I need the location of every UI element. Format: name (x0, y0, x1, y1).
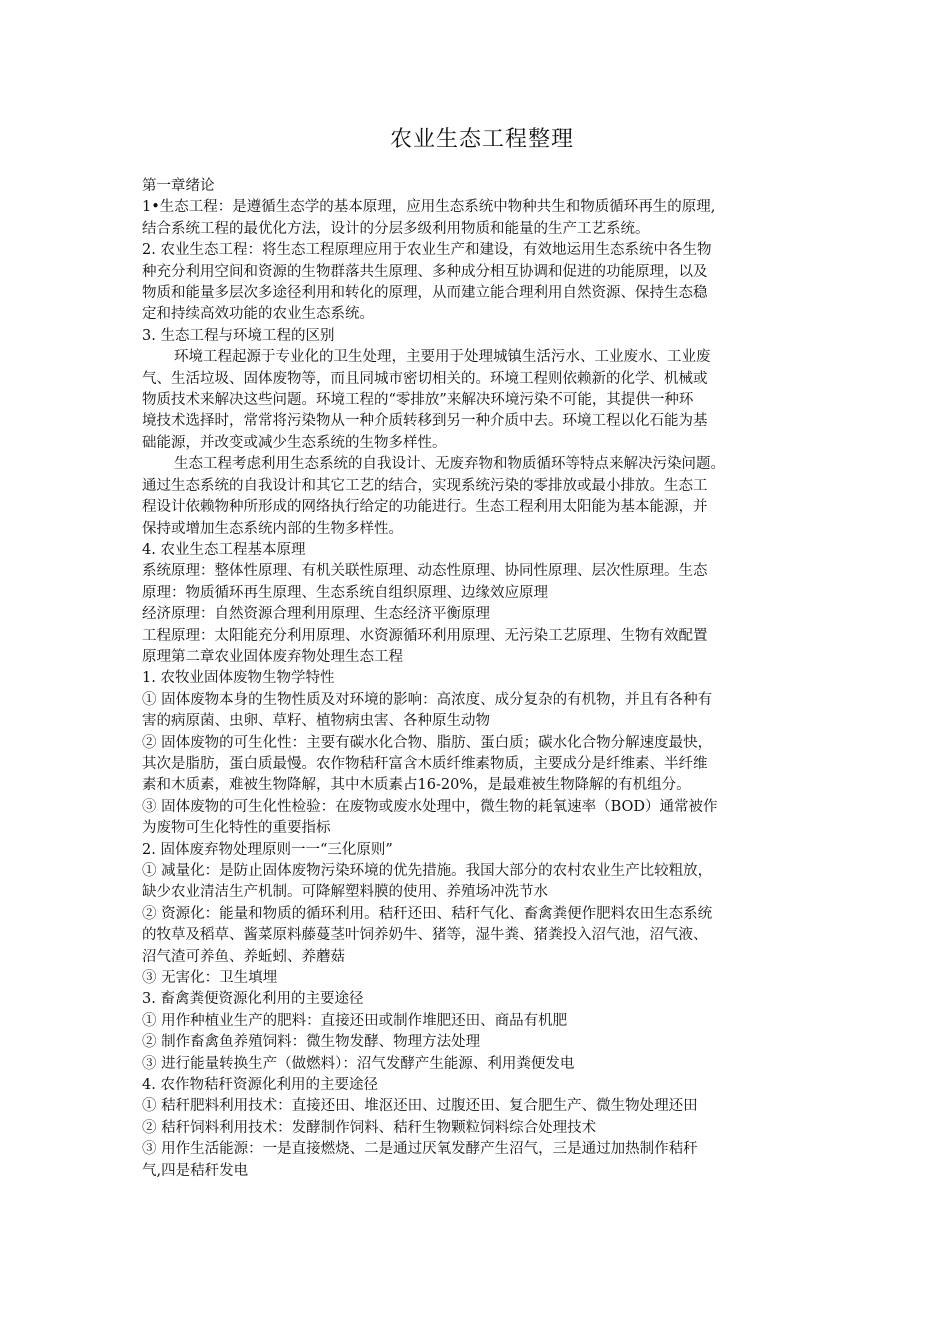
text-line: 经济原理：自然资源合理利用原理、生态经济平衡原理 (142, 606, 490, 623)
text-line: 系统原理：整体性原理、有机关联性原理、动态性原理、协同性原理、层次性原理。生态 (142, 563, 708, 580)
text-line: 3. 畜禽粪便资源化利用的主要途径 (142, 991, 364, 1008)
text-line: 础能源，并改变或减少生态系统的生物多样性。 (142, 434, 447, 451)
text-line: ① 秸秆肥料利用技术：直接还田、堆沤还田、过腹还田、复合肥生产、微生物处理还田 (142, 1098, 698, 1115)
text-line: 环境工程起源于专业化的卫生处理，主要用于处理城镇生活污水、工业废水、工业废 (174, 349, 711, 366)
text-line: 沼气渣可养鱼、养蚯蚓、养蘑菇 (142, 948, 345, 965)
text-line: 4. 农业生态工程基本原理 (142, 541, 306, 558)
text-line: ② 制作畜禽鱼养殖饲料：微生物发酵、物理方法处理 (142, 1034, 481, 1051)
text-line: ③ 进行能量转换生产（做燃料）：沼气发酵产生能源、利用粪便发电 (142, 1055, 575, 1072)
text-line: ③ 无害化：卫生填埋 (142, 970, 278, 987)
text-line: 素和木质素，难被生物降解，其中木质素占16-20%，是最难被生物降解的有机组分。 (142, 777, 691, 794)
text-line: 4. 农作物秸秆资源化利用的主要途径 (142, 1077, 378, 1094)
text-line: 1•生态工程：是遵循生态学的基本原理，应用生态系统中物种共生和物质循环再生的原理, (142, 199, 716, 216)
text-line: 生态工程考虑利用生态系统的自我设计、无废弃物和物质循环等特点来解决污染问题。 (174, 456, 725, 473)
document-page (142, 124, 822, 1182)
document-title: 农业生态工程整理 (389, 127, 574, 152)
text-line: 结合系统工程的最优化方法，设计的分层多级利用物质和能量的生产工艺系统。 (142, 220, 650, 237)
text-line: ① 用作种植业生产的肥料：直接还田或制作堆肥还田、商品有机肥 (142, 1012, 568, 1029)
text-line: 气、生活垃圾、固体废物等，而且同城市密切相关的。环境工程则依赖新的化学、机械或 (142, 370, 708, 387)
text-line: ① 固体废物本身的生物性质及对环境的影响：高浓度、成分复杂的有机物，并且有各种有 (142, 691, 713, 708)
text-line: 3. 生态工程与环境工程的区别 (142, 327, 335, 344)
text-line: ② 秸秆饲料利用技术：发酵制作饲料、秸秆生物颗粒饲料综合处理技术 (142, 1119, 597, 1136)
text-line: 通过生态系统的自我设计和其它工艺的结合，实现系统污染的零排放或最小排放。生态工 (142, 477, 708, 494)
text-line: ① 减量化：是防止固体废物污染环境的优先措施。我国大部分的农村农业生产比较粗放， (142, 863, 713, 879)
text-line: ③ 固体废物的可生化性检验：在废物或废水处理中，微生物的耗氧速率（BOD）通常被作 (142, 798, 718, 815)
document-body (142, 176, 822, 1182)
text-line: 种充分利用空间和资源的生物群落共生原理、多种成分相互协调和促进的功能原理，以及 (142, 263, 708, 280)
text-line: 物质和能量多层次多途径利用和转化的原理，从而建立能合理利用自然资源、保持生态稳 (142, 285, 708, 302)
text-line: 2. 农业生态工程：将生态工程原理应用于农业生产和建设，有效地运用生态系统中各生物 (142, 242, 712, 259)
text-line: 第一章绪论 (142, 178, 215, 194)
text-line: 原理第二章农业固体废弃物处理生态工程 (142, 648, 403, 665)
text-line: 保持或增加生态系统内部的生物多样性。 (142, 520, 403, 537)
text-line: ② 资源化：能量和物质的循环利用。秸秆还田、秸秆气化、畜禽粪便作肥料农田生态系统 (142, 905, 713, 922)
text-line: 原理：物质循环再生原理、生态系统自组织原理、边缘效应原理 (142, 584, 548, 601)
text-line: 害的病原菌、虫卵、草籽、植物病虫害、各种原生动物 (142, 713, 490, 730)
text-line: 缺少农业清洁生产机制。可降解塑料膜的使用、养殖场冲洗节水 (142, 884, 548, 901)
text-line: ③ 用作生活能源：一是直接燃烧、二是通过厌氧发酵产生沼气，三是通过加热制作秸秆 (142, 1141, 698, 1158)
text-line: 定和持续高效功能的农业生态系统。 (142, 306, 374, 323)
text-line: 工程原理：太阳能充分利用原理、水资源循环利用原理、无污染工艺原理、生物有效配置 (142, 627, 708, 644)
text-line: 为废物可生化特性的重要指标 (142, 820, 331, 837)
text-line: 2. 固体废弃物处理原则一一“三化原则” (142, 841, 393, 858)
text-line: 气,四是秸秆发电 (142, 1162, 249, 1179)
text-line: 境技术选择时，常常将污染物从一种介质转移到另一种介质中去。环境工程以化石能为基 (142, 413, 708, 430)
text-line: 1. 农牧业固体废物生物学特性 (142, 670, 335, 687)
text-line: 的牧草及稻草、酱菜原料藤蔓茎叶饲养奶牛、猪等，湿牛粪、猪粪投入沼气池，沼气液、 (142, 927, 708, 944)
text-line: 物质技术来解决这些问题。环境工程的“零排放”来解决环境污染不可能，其提供一种环 (142, 392, 694, 409)
text-line: ② 固体废物的可生化性：主要有碳水化合物、脂肪、蛋白质；碳水化合物分解速度最快， (142, 734, 713, 751)
text-line: 其次是脂肪，蛋白质最慢。农作物秸秆富含木质纤维素物质，主要成分是纤维素、半纤维 (142, 755, 708, 772)
text-line: 程设计依赖物种所形成的网络执行给定的功能进行。生态工程利用太阳能为基本能源，并 (142, 499, 708, 516)
